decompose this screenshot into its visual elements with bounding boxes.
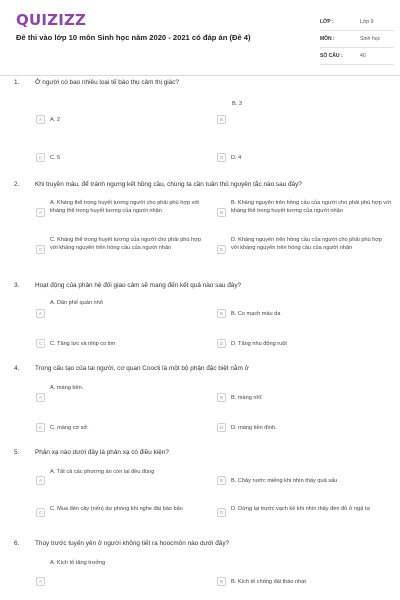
meta-label: SỐ CÂU :: [320, 53, 343, 59]
option-text: C. màng cơ sở.: [50, 424, 89, 431]
option-letter-box[interactable]: C: [36, 423, 45, 432]
option-text: A. 2: [50, 116, 60, 123]
document-title: Đề thi vào lớp 10 môn Sinh học năm 2020 - 2021 có đáp án (Đề 4): [16, 33, 251, 42]
option-text: B. Chảy nước miếng khi nhìn thấy quả sấu: [231, 477, 338, 484]
meta-row-subject: [320, 31, 394, 48]
option-letter-box[interactable]: D: [217, 245, 226, 254]
option-text: B. Kháng nguyên trên hồng cầu của người cho phải phù hợp với kháng thể trong huyết tương của người nhận: [231, 200, 391, 214]
question-text: Hoạt động của phản hệ đối giao cảm sẽ mang đến kết quả nào sau đây?: [35, 282, 242, 289]
option-letter-box[interactable]: A: [36, 577, 45, 586]
option-text: A. Kháng thể trong huyết tương người cho phải phù hợp với kháng thể trong huyết tương của người nhận: [50, 200, 200, 214]
question-text: Khi truyền máu, để tránh ngưng kết hồng cầu, chúng ta cần tuân thủ nguyên tắc nào sau đây?: [35, 181, 302, 188]
option-letter-box[interactable]: D: [217, 153, 226, 162]
document-header: [0, 0, 400, 76]
option-text: D. Dừng lại trước vạch kẻ khi nhìn thấy đèn đỏ ở ngã tư: [231, 506, 371, 512]
option-text: B. Co mạch máu da: [231, 310, 281, 317]
quizizz-logo: QUIZIZZ: [16, 11, 87, 29]
option-a[interactable]: [36, 393, 45, 402]
option-text: D. màng tiền đình.: [231, 424, 277, 431]
option-text: A. Dãn phế quản nhỏ: [50, 300, 103, 306]
option-d[interactable]: [217, 236, 391, 254]
option-a[interactable]: [36, 115, 60, 124]
question-text: Trong cấu tạo của tai người, cơ quan Coocti là một bộ phận đặc biệt nằm ở: [35, 365, 249, 372]
option-c[interactable]: [36, 153, 60, 162]
option-letter-box[interactable]: C: [36, 153, 45, 162]
meta-value: Sinh học: [360, 36, 381, 42]
question-text: Thùy trước tuyến yên ở người không tiết ra hoocmôn nào dưới đây?: [35, 540, 230, 547]
option-text: B. Kích tố chống đái tháo nhạt: [231, 578, 306, 585]
meta-value: Lớp 9: [360, 19, 374, 25]
option-letter-box[interactable]: B: [217, 577, 226, 586]
option-letter-box[interactable]: A: [36, 208, 45, 217]
option-d[interactable]: [217, 153, 241, 162]
option-letter-box[interactable]: A: [36, 393, 45, 402]
question-number: 1.: [14, 79, 20, 86]
option-a[interactable]: [36, 577, 45, 586]
option-a[interactable]: [36, 476, 45, 485]
meta-label: LỚP :: [320, 19, 334, 25]
question-number: 6.: [14, 540, 20, 547]
option-text: C. 5: [50, 154, 61, 161]
option-letter-box[interactable]: D: [217, 423, 226, 432]
option-letter-box[interactable]: A: [36, 115, 45, 124]
meta-row-grade: [320, 14, 394, 31]
question-text: Ở người có bao nhiêu loại tế bào thụ cảm thị giác?: [35, 79, 179, 86]
question-number: 4.: [14, 365, 20, 372]
option-text: C. Tăng lực và nhịp co tim: [50, 340, 116, 347]
option-letter-box[interactable]: C: [36, 508, 45, 517]
option-text: D. 4: [231, 154, 242, 161]
option-text: A. Kích tố tăng trưởng: [50, 560, 106, 566]
option-letter-box[interactable]: B: [217, 309, 226, 318]
option-d[interactable]: [217, 423, 277, 432]
meta-table: [320, 14, 394, 65]
option-b[interactable]: [217, 199, 391, 217]
option-b[interactable]: [217, 577, 306, 586]
option-d[interactable]: [217, 505, 391, 517]
question-number: 3.: [14, 282, 20, 289]
option-b[interactable]: [217, 115, 226, 124]
option-b[interactable]: [217, 309, 280, 318]
option-text: A. màng bên.: [50, 385, 84, 391]
option-letter-box[interactable]: D: [217, 339, 226, 348]
option-letter-box[interactable]: A: [36, 309, 45, 318]
option-letter-box[interactable]: B: [217, 476, 226, 485]
option-letter-box[interactable]: A: [36, 476, 45, 485]
option-a[interactable]: [36, 309, 45, 318]
option-text: C. Kháng thể trong huyết tương của người cho phải phù hợp với kháng nguyên trên hồng cầu của người nhận: [50, 237, 201, 251]
option-b[interactable]: [217, 476, 337, 485]
question-number: 2.: [14, 181, 20, 188]
option-c[interactable]: [36, 339, 115, 348]
option-d[interactable]: [217, 339, 287, 348]
meta-row-count: [320, 48, 394, 65]
option-text: C. Mua đèn cây (nến) dự phòng khi nghe đài báo bão: [50, 506, 183, 512]
option-c[interactable]: [36, 505, 210, 517]
option-text: B. 3: [232, 101, 242, 107]
option-text: D. Tăng nhu động ruột: [231, 340, 287, 347]
option-c[interactable]: [36, 423, 89, 432]
option-c[interactable]: [36, 236, 210, 254]
question-text: Phản xạ nào dưới đây là phản xạ có điều kiện?: [35, 449, 169, 456]
option-letter-box[interactable]: B: [217, 208, 226, 217]
meta-label: MÔN :: [320, 36, 335, 42]
option-text: D. Kháng nguyên trên hồng cầu của người cho phải phù hợp với kháng nguyên trên hồng cầu của người nhận: [231, 237, 383, 251]
option-text: A. Tất cả các phương án còn lại đều đúng: [50, 469, 155, 475]
option-a[interactable]: [36, 199, 210, 217]
question-number: 5.: [14, 449, 20, 456]
option-text: B. màng nhĩ.: [231, 394, 263, 401]
option-letter-box[interactable]: C: [36, 339, 45, 348]
option-letter-box[interactable]: C: [36, 245, 45, 254]
option-letter-box[interactable]: B: [217, 115, 226, 124]
option-b[interactable]: [217, 393, 263, 402]
option-letter-box[interactable]: D: [217, 508, 226, 517]
meta-value: 40: [360, 53, 366, 59]
option-letter-box[interactable]: B: [217, 393, 226, 402]
